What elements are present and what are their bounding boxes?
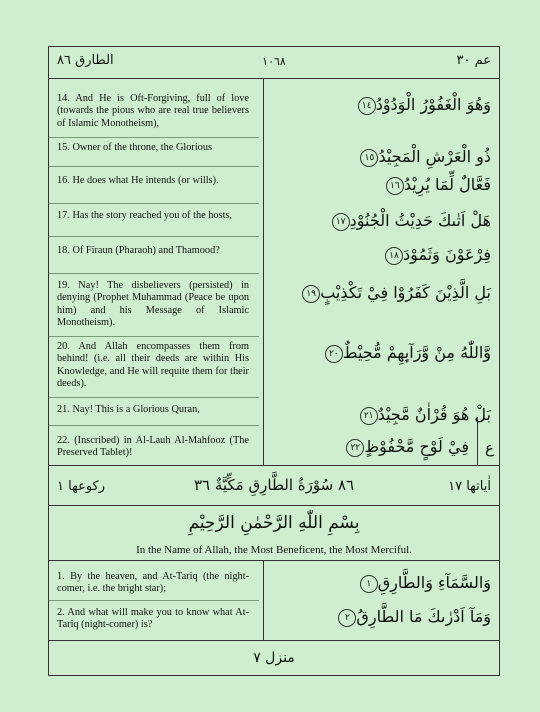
verse-arabic bbox=[271, 343, 491, 363]
verse-arabic bbox=[271, 607, 491, 627]
footer-divider bbox=[49, 640, 499, 641]
page-frame bbox=[48, 46, 500, 676]
header-divider bbox=[49, 78, 499, 79]
verse-arabic bbox=[271, 405, 491, 425]
verse-translation: 2. And what will make you to know what At-Tariq (night-comer) is? bbox=[57, 607, 249, 631]
verse-text: بَلِ الَّذِيْنَ كَفَرُوْا فِيْ تَكْذِيْبٍ bbox=[320, 283, 491, 302]
verse-arabic bbox=[271, 175, 491, 195]
verse-text: وَالسَّمَآءِ وَالطَّارِقِ bbox=[377, 573, 491, 592]
verse-translation: 18. Of Firaun (Pharaoh) and Thamood? bbox=[57, 245, 220, 256]
verse-translation: 15. Owner of the throne, the Glorious bbox=[57, 142, 212, 153]
verse-text: وَهُوَ الْغَفُوْرُ الْوَدُوْدُ bbox=[375, 95, 491, 114]
verse-separator bbox=[49, 203, 259, 204]
surah-ayat-count: اٰياتها ١٧ bbox=[448, 479, 491, 494]
ayah-number: ٢ bbox=[338, 609, 356, 627]
surah-band-top bbox=[49, 465, 499, 466]
verse-separator bbox=[49, 397, 259, 398]
ayah-number: ١ bbox=[360, 575, 378, 593]
verse-separator bbox=[49, 273, 259, 274]
verse-arabic bbox=[271, 283, 491, 303]
ayah-number: ١٦ bbox=[386, 177, 404, 195]
verse-arabic bbox=[271, 245, 491, 265]
verse-separator bbox=[49, 166, 259, 167]
verse-translation: 19. Nay! The disbelievers (persisted) in denying (Prophet Muhammad (Peace be upon him) and his Message of Islamic Monotheism). bbox=[57, 280, 249, 329]
verse-arabic bbox=[271, 95, 491, 115]
ayah-number: ١٨ bbox=[385, 247, 403, 265]
verse-separator bbox=[49, 236, 259, 237]
verse-arabic bbox=[271, 211, 491, 231]
bismillah-translation: In the Name of Allah, the Most Beneficent, the Most Merciful. bbox=[136, 544, 412, 556]
verse-text: فِيْ لَوْحٍ مَّحْفُوْظٍ bbox=[364, 437, 469, 456]
ayah-number: ١٥ bbox=[360, 149, 378, 167]
verse-text: ذُو الْعَرْشِ الْمَجِيْدُ bbox=[378, 147, 491, 166]
verse-translation: 20. And Allah encompasses them from behind! (i.e. all their deeds are within His Knowledge, and He will requite them for their deeds). bbox=[57, 341, 249, 390]
verse-text: بَلْ هُوَ قُرْاٰنٌ مَّجِيْدٌ bbox=[377, 405, 491, 424]
ayah-number: ١٧ bbox=[332, 213, 350, 231]
verse-text: هَلْ اَتٰىكَ حَدِيْثُ الْجُنُوْدِ bbox=[349, 211, 491, 230]
verse-arabic bbox=[249, 437, 469, 457]
verse-text: فَعَّالٌ لِّمَا يُرِيْدُ bbox=[403, 175, 491, 194]
column-divider bbox=[263, 78, 264, 465]
verse-arabic bbox=[271, 573, 491, 593]
verse-translation: 22. (Inscribed) in Al-Lauh Al-Mahfooz (The Preserved Tablet)! bbox=[57, 435, 249, 459]
verse-text: وَمَآ اَدْرٰىكَ مَا الطَّارِقُ bbox=[356, 607, 491, 626]
ayah-number: ٢٠ bbox=[325, 345, 343, 363]
ayah-number: ١٤ bbox=[358, 97, 376, 115]
header-juz: عم ٣٠ bbox=[456, 53, 491, 68]
verse-text: وَّاللّٰهُ مِنْ وَّرَآىِٕهِمْ مُّحِيْطٌ bbox=[342, 343, 491, 362]
verse-separator bbox=[49, 425, 259, 426]
verse-separator bbox=[49, 336, 259, 337]
bismillah: بِسْمِ اللّٰهِ الرَّحْمٰنِ الرَّحِيْمِ bbox=[188, 513, 360, 533]
verse-text: فِرْعَوْنَ وَثَمُوْدَ bbox=[403, 245, 491, 264]
verse-translation: 16. He does what He intends (or wills). bbox=[57, 175, 219, 186]
verse-separator bbox=[49, 137, 259, 138]
ruku-mark: ع bbox=[485, 439, 494, 457]
ayah-number: ٢٢ bbox=[346, 439, 364, 457]
manzil-footer: منزل ٧ bbox=[253, 650, 295, 666]
verse-translation: 14. And He is Oft-Forgiving, full of love (towards the pious who are real true believers of Islamic Monotheism), bbox=[57, 93, 249, 129]
column-divider-bottom bbox=[263, 560, 264, 640]
verse-translation: 21. Nay! This is a Glorious Quran, bbox=[57, 404, 200, 415]
verse-translation: 1. By the heaven, and At-Tariq (the night-comer, i.e. the bright star); bbox=[57, 571, 249, 595]
ayah-number: ٢١ bbox=[360, 407, 378, 425]
verse-arabic bbox=[271, 147, 491, 167]
verse-separator bbox=[49, 600, 259, 601]
verse-translation: 17. Has the story reached you of the hosts, bbox=[57, 210, 233, 221]
surah-title: ٨٦ سُوْرَةُ الطَّارِقِ مَكِّيَّةٌ ٣٦ bbox=[193, 476, 355, 494]
surah-ruku-count: ركوعها ١ bbox=[57, 479, 106, 494]
ayah-number: ١٩ bbox=[302, 285, 320, 303]
header-surah: الطارق ٨٦ bbox=[57, 53, 114, 68]
surah-band-bottom bbox=[49, 505, 499, 506]
bismillah-divider bbox=[49, 560, 499, 561]
header-page-number: ١٠٦٨ bbox=[262, 55, 286, 68]
